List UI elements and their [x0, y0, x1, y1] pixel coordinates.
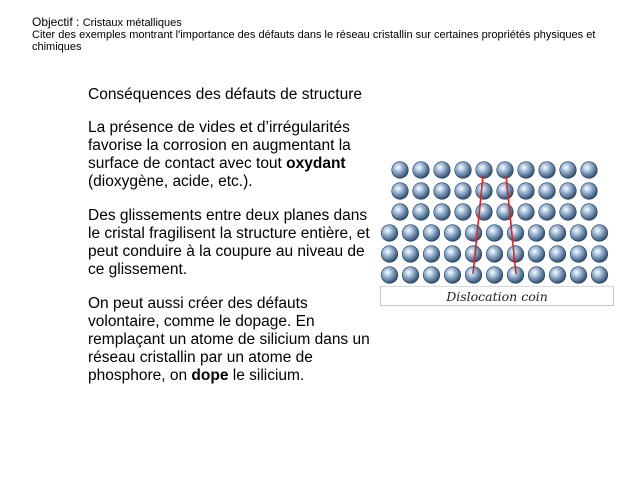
- atom: [455, 204, 472, 221]
- main-content: [88, 86, 370, 401]
- atom: [434, 162, 451, 179]
- atom: [413, 162, 430, 179]
- figure-caption: Dislocation coin: [446, 289, 548, 304]
- atom: [560, 183, 577, 200]
- atom: [570, 225, 587, 242]
- atom: [413, 204, 430, 221]
- atom: [392, 183, 409, 200]
- atom: [497, 162, 514, 179]
- atom: [392, 204, 409, 221]
- atom: [444, 246, 461, 263]
- atom: [423, 267, 440, 284]
- slide-title: Conséquences des défauts de structure: [88, 86, 363, 103]
- atom: [549, 246, 566, 263]
- paragraph-corrosion: [88, 119, 370, 191]
- atom: [549, 267, 566, 284]
- objective-block: [32, 16, 612, 53]
- atom: [413, 183, 430, 200]
- dislocation-figure: [380, 152, 616, 308]
- crystal-lattice-image: [380, 152, 616, 286]
- atom: [591, 267, 608, 284]
- atom: [402, 267, 419, 284]
- atom: [486, 267, 503, 284]
- atom: [381, 246, 398, 263]
- atom: [465, 225, 482, 242]
- atom: [549, 225, 566, 242]
- atom: [528, 225, 545, 242]
- atom: [581, 183, 598, 200]
- paragraph-corrosion-text-b: (dioxygène, acide, etc.).: [88, 173, 253, 190]
- atom: [507, 246, 524, 263]
- atom: [476, 183, 493, 200]
- atom: [591, 225, 608, 242]
- atom-grid: [381, 162, 608, 284]
- atom: [434, 183, 451, 200]
- atom: [392, 162, 409, 179]
- atom: [444, 225, 461, 242]
- objective-description: Citer des exemples montrant l'importance des défauts dans le réseau cristallin sur certaines propriétés physiques et chimiques: [32, 29, 596, 53]
- atom: [518, 183, 535, 200]
- atom: [539, 162, 556, 179]
- paragraph-dopage: [88, 295, 370, 385]
- atom: [402, 225, 419, 242]
- atom: [423, 225, 440, 242]
- atom: [497, 183, 514, 200]
- atom: [381, 225, 398, 242]
- paragraph-corrosion-text-a: La présence de vides et d’irrégularités favorise la corrosion en augmentant la surface de contact avec tout: [88, 119, 351, 172]
- atom: [581, 162, 598, 179]
- atom: [518, 162, 535, 179]
- keyword-dope: dope: [191, 367, 229, 384]
- atom: [423, 246, 440, 263]
- atom: [570, 246, 587, 263]
- atom: [455, 183, 472, 200]
- atom: [591, 246, 608, 263]
- atom: [560, 162, 577, 179]
- paragraph-dopage-text-a: On peut aussi créer des défauts volontaire, comme le dopage. En remplaçant un atome de silicium dans un réseau cristallin par un atome de phosphore, on: [88, 295, 370, 384]
- objective-value: Cristaux métalliques: [82, 17, 182, 29]
- atom: [455, 162, 472, 179]
- paragraph-glissement: Des glissements entre deux planes dans le cristal fragilisent la structure entière, et peut conduire à la coupure au niveau de ce glissement.: [88, 207, 370, 278]
- paragraph-dopage-text-b: le silicium.: [228, 367, 305, 384]
- atom: [581, 204, 598, 221]
- objective-separator: :: [72, 15, 83, 29]
- atom: [560, 204, 577, 221]
- objective-heading: [32, 16, 612, 29]
- atom: [539, 183, 556, 200]
- atom: [528, 246, 545, 263]
- atom: [507, 225, 524, 242]
- atom: [518, 204, 535, 221]
- atom: [528, 267, 545, 284]
- atom: [486, 246, 503, 263]
- atom: [465, 246, 482, 263]
- atom: [570, 267, 587, 284]
- atom: [444, 267, 461, 284]
- keyword-oxydant: oxydant: [286, 155, 346, 172]
- atom: [486, 225, 503, 242]
- atom: [539, 204, 556, 221]
- atom: [434, 204, 451, 221]
- atom: [476, 162, 493, 179]
- atom: [381, 267, 398, 284]
- objective-label: Objectif: [32, 15, 73, 29]
- atom: [402, 246, 419, 263]
